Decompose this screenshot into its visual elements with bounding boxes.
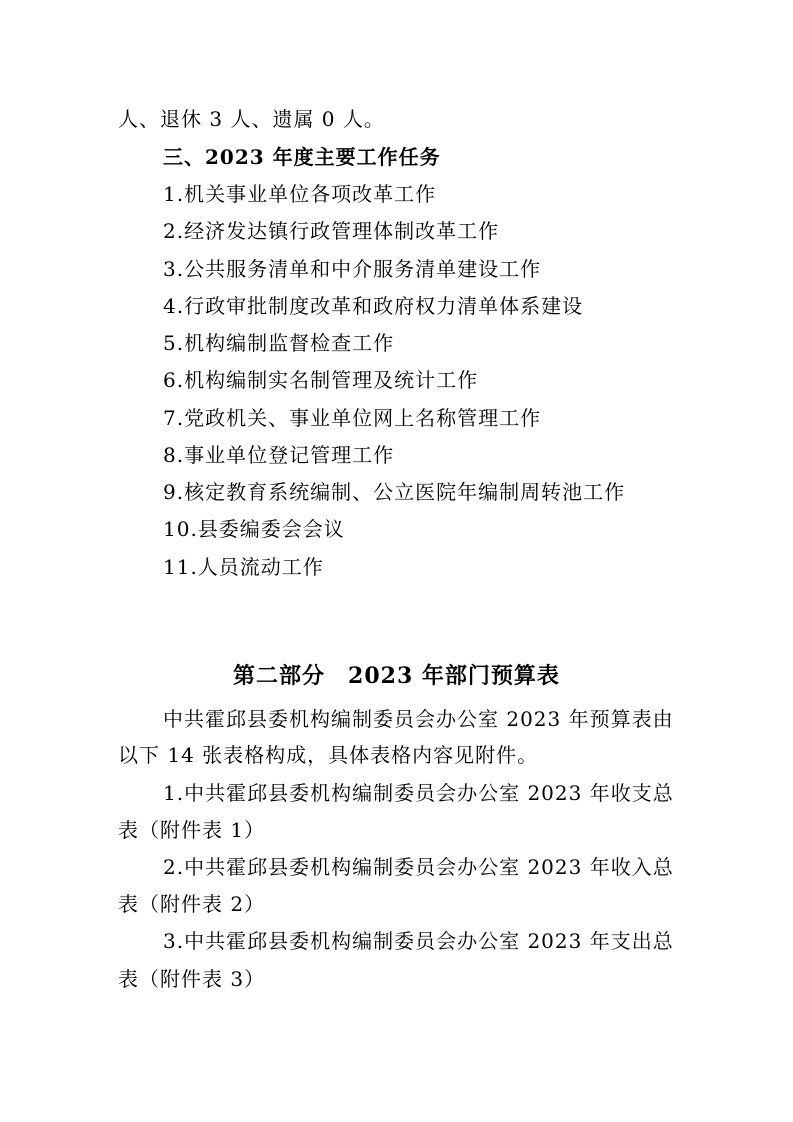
task-item: 7.党政机关、事业单位网上名称管理工作 <box>163 406 542 430</box>
task-item: 5.机构编制监督检查工作 <box>163 331 395 355</box>
intro-line-2: 以下 14 张表格构成，具体表格内容见附件。 <box>118 743 539 767</box>
table-list-item-line-2: 表（附件表 1） <box>118 818 266 842</box>
table-list-item-line-2: 表（附件表 3） <box>118 967 266 991</box>
task-item: 6.机构编制实名制管理及统计工作 <box>163 368 479 392</box>
task-item: 4.行政审批制度改革和政府权力清单体系建设 <box>163 294 584 318</box>
table-list-item-line-1: 2.中共霍邱县委机构编制委员会办公室 2023 年收入总 <box>163 855 674 879</box>
task-item: 11.人员流动工作 <box>163 555 324 579</box>
task-item: 8.事业单位登记管理工作 <box>163 443 395 467</box>
table-list-item-line-2: 表（附件表 2） <box>118 892 266 916</box>
task-item: 2.经济发达镇行政管理体制改革工作 <box>163 219 500 243</box>
continuation-text: 人、退休 3 人、遗属 0 人。 <box>118 107 385 131</box>
task-item: 9.核定教育系统编制、公立医院年编制周转池工作 <box>163 480 626 504</box>
section-heading: 三、2023 年度主要工作任务 <box>163 145 441 169</box>
intro-line-1: 中共霍邱县委机构编制委员会办公室 2023 年预算表由 <box>163 707 674 731</box>
part-title: 第二部分 2023 年部门预算表 <box>233 663 560 689</box>
task-item: 1.机关事业单位各项改革工作 <box>163 182 437 206</box>
table-list-item-line-1: 3.中共霍邱县委机构编制委员会办公室 2023 年支出总 <box>163 929 674 953</box>
task-item: 3.公共服务清单和中介服务清单建设工作 <box>163 257 542 281</box>
task-item: 10.县委编委会会议 <box>163 517 345 541</box>
table-list-item-line-1: 1.中共霍邱县委机构编制委员会办公室 2023 年收支总 <box>163 781 674 805</box>
